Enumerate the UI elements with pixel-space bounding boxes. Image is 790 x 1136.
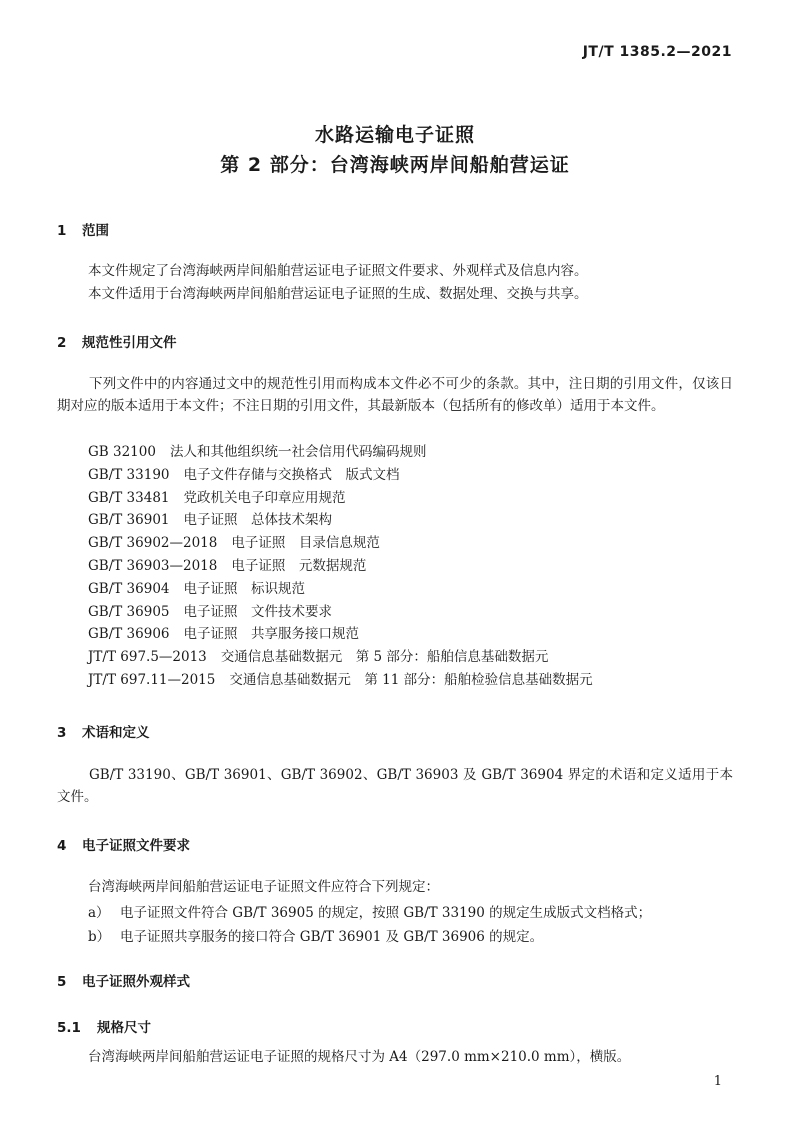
reference-title: 电子证照 文件技术要求 <box>183 604 332 620</box>
reference-title: 电子证照 共享服务接口规范 <box>183 626 359 642</box>
section-number: 1 <box>57 223 67 239</box>
reference-item <box>88 533 380 553</box>
reference-title: 电子证照 总体技术架构 <box>183 512 332 528</box>
reference-item <box>88 670 593 690</box>
list-marker: a） <box>88 905 110 921</box>
section-number: 2 <box>57 335 67 351</box>
reference-code: GB/T 36902—2018 <box>88 535 218 551</box>
section-number: 5 <box>57 974 67 990</box>
reference-item <box>88 510 332 530</box>
document-subtitle: 第 2 部分：台湾海峡两岸间船舶营运证 <box>220 154 570 176</box>
reference-code: GB/T 36901 <box>88 512 170 528</box>
section-title: 电子证照外观样式 <box>82 974 190 990</box>
section-4-heading <box>57 834 190 854</box>
list-marker: b） <box>88 929 111 945</box>
standard-code: JT/T 1385.2—2021 <box>582 44 732 60</box>
reference-title: 交通信息基础数据元 第 5 部分：船舶信息基础数据元 <box>220 649 549 665</box>
section-1-paragraph-2: 本文件适用于台湾海峡两岸间船舶营运证电子证照的生成、数据处理、交换与共享。 <box>88 286 588 302</box>
reference-title: 电子证照 元数据规范 <box>231 558 367 574</box>
section-5-1-heading <box>57 1016 151 1036</box>
section-3-paragraph: GB/T 33190、GB/T 36901、GB/T 36902、GB/T 36903 及 GB/T 36904 界定的术语和定义适用于本文件。 <box>57 767 733 805</box>
reference-item <box>88 602 332 622</box>
section-2-intro: 下列文件中的内容通过文中的规范性引用而构成本文件必不可少的条款。其中，注日期的引用文件，仅该日期对应的版本适用于本文件；不注日期的引用文件，其最新版本（包括所有的修改单）适用于本文件。 <box>57 376 733 414</box>
reference-title: 法人和其他组织统一社会信用代码编码规则 <box>169 444 427 460</box>
reference-item <box>88 647 548 667</box>
reference-code: GB/T 36905 <box>88 604 170 620</box>
section-number: 4 <box>57 838 67 854</box>
section-2-heading <box>57 331 177 351</box>
list-item <box>88 901 651 921</box>
section-4-intro: 台湾海峡两岸间船舶营运证电子证照文件应符合下列规定： <box>88 879 439 895</box>
section-title: 范围 <box>82 223 109 239</box>
page-number: 1 <box>713 1074 722 1089</box>
reference-item <box>88 442 426 462</box>
reference-code: GB/T 36904 <box>88 581 170 597</box>
section-1-heading <box>57 219 109 239</box>
reference-item <box>88 624 359 644</box>
section-5-heading <box>57 970 190 990</box>
section-number: 5.1 <box>57 1020 81 1036</box>
reference-code: JT/T 697.5—2013 <box>88 649 207 665</box>
section-3-heading <box>57 721 150 741</box>
document-title: 水路运输电子证照 <box>314 124 475 146</box>
section-title: 规范性引用文件 <box>82 335 177 351</box>
reference-title: 电子文件存储与交换格式 版式文档 <box>183 467 400 483</box>
reference-title: 电子证照 目录信息规范 <box>231 535 380 551</box>
reference-code: JT/T 697.11—2015 <box>88 672 216 688</box>
reference-title: 电子证照 标识规范 <box>183 581 305 597</box>
section-title: 规格尺寸 <box>97 1020 151 1036</box>
reference-code: GB 32100 <box>88 444 156 460</box>
list-item <box>88 925 543 945</box>
list-text: 电子证照文件符合 GB/T 36905 的规定，按照 GB/T 33190 的规定生成版式文档格式； <box>120 905 652 921</box>
reference-code: GB/T 36906 <box>88 626 170 642</box>
reference-item <box>88 579 305 599</box>
reference-item <box>88 488 346 508</box>
section-1-paragraph-1: 本文件规定了台湾海峡两岸间船舶营运证电子证照文件要求、外观样式及信息内容。 <box>88 263 588 279</box>
reference-code: GB/T 36903—2018 <box>88 558 218 574</box>
reference-item <box>88 556 366 576</box>
reference-title: 交通信息基础数据元 第 11 部分：船舶检验信息基础数据元 <box>229 672 593 688</box>
section-title: 电子证照文件要求 <box>82 838 190 854</box>
section-title: 术语和定义 <box>82 725 150 741</box>
section-number: 3 <box>57 725 67 741</box>
reference-item <box>88 465 400 485</box>
reference-code: GB/T 33190 <box>88 467 170 483</box>
list-text: 电子证照共享服务的接口符合 GB/T 36901 及 GB/T 36906 的规定。 <box>120 929 544 945</box>
reference-code: GB/T 33481 <box>88 490 170 506</box>
section-5-1-paragraph: 台湾海峡两岸间船舶营运证电子证照的规格尺寸为 A4（297.0 mm×210.0 mm），横版。 <box>88 1049 631 1065</box>
reference-title: 党政机关电子印章应用规范 <box>183 490 346 506</box>
